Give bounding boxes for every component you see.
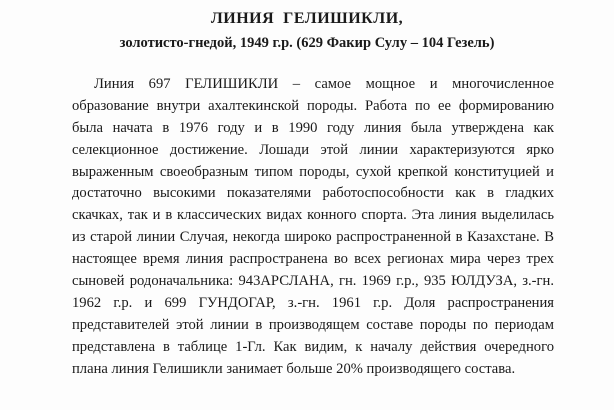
paragraph-line: представителей этой линии в производящем составе породы по периодам bbox=[72, 316, 554, 333]
document-title: ЛИНИЯ ГЕЛИШИКЛИ, bbox=[210, 10, 404, 27]
paragraph-line: Линия 697 ГЕЛИШИКЛИ – самое мощное и многочисленное bbox=[94, 76, 554, 92]
paragraph-line: скачках, так и в классических видах конного спорта. Эта линия выделилась bbox=[72, 207, 554, 224]
paragraph-line: плана линия Гелишикли занимает больше 20% производящего состава. bbox=[72, 360, 516, 377]
paragraph-line: 1962 г.р. и 699 ГУНДОГАР, з.-гн. 1961 г.р. Доля распространения bbox=[72, 294, 554, 311]
paragraph-line: достаточно высокими показателями работоспособности как в гладких bbox=[72, 185, 554, 202]
paragraph-line: селекционное достижение. Лошади этой линии характеризуются ярко bbox=[72, 141, 554, 158]
paragraph-line: была начата в 1976 году и в 1990 году линия была утверждена как bbox=[72, 119, 554, 136]
body-paragraph bbox=[72, 74, 554, 380]
paragraph-line: сыновей родоначальника: 943АРСЛАНА, гн. 1969 г.р., 935 ЮЛДУЗА, з.-гн. bbox=[72, 273, 554, 290]
paragraph-line: настоящее время линия распространена во всех регионах мира через трех bbox=[72, 251, 554, 268]
paragraph-line: представлена в таблице 1-Гл. Как видим, к началу действия очередного bbox=[72, 338, 554, 355]
paragraph-line: выраженным своеобразным типом породы, сухой крепкой конституцией и bbox=[72, 163, 554, 180]
paragraph-line: образование внутри ахалтекинской породы. Работа по ее формированию bbox=[72, 97, 554, 114]
paragraph-line: из старой линии Случая, некогда широко распространенной в Казахстане. В bbox=[72, 229, 554, 246]
document-subtitle: золотисто-гнедой, 1949 г.р. (629 Факир Сулу – 104 Гезель) bbox=[119, 35, 495, 51]
